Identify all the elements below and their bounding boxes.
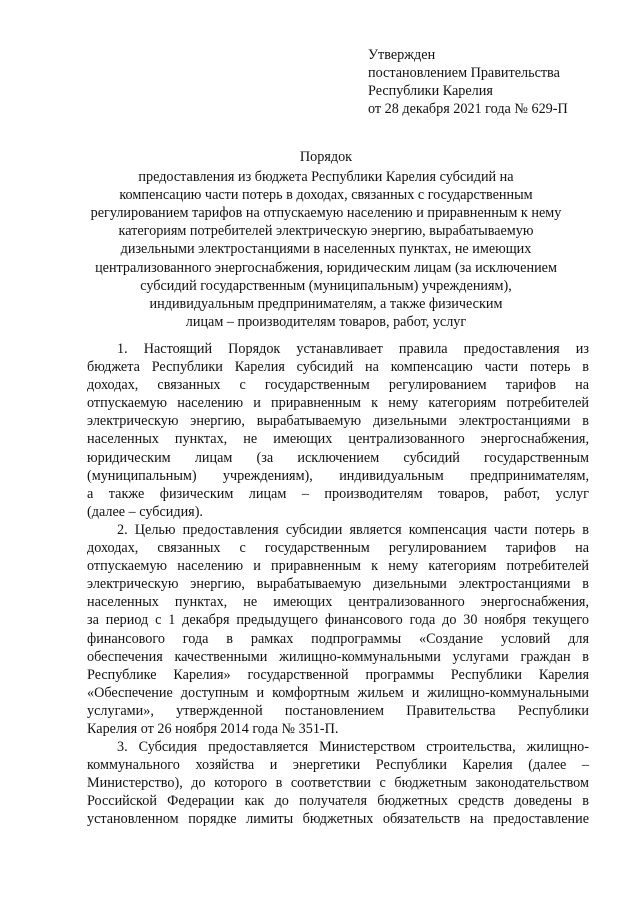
- document-title: [62, 148, 590, 331]
- paragraph-line: 2. Целью предоставления субсидии является компенсация части потерь в: [117, 521, 589, 538]
- title-line: лицам – производителям товаров, работ, услуг: [185, 313, 467, 330]
- title-heading: Порядок: [299, 149, 353, 165]
- paragraph-line: финансового года в рамках подпрограммы «Создание условий для: [87, 630, 589, 647]
- paragraph-line: доходах, связанных с государственным регулированием тарифов на: [87, 377, 589, 394]
- title-line: компенсацию части потерь в доходах, связанных с государственным: [119, 187, 533, 204]
- paragraph-1: [87, 340, 589, 521]
- paragraph-line: электрическую энергию, вырабатываемую дизельными электростанциями в: [87, 413, 589, 430]
- paragraph-line: юридическим лицам (за исключением субсидий государственным: [87, 449, 589, 466]
- title-line: предоставления из бюджета Республики Карелия субсидий на: [138, 169, 514, 186]
- paragraph-line: отпускаемую населению и приравненным к нему категориям потребителей: [87, 558, 589, 575]
- paragraph-line: (далее – субсидия).: [87, 503, 203, 520]
- title-line: индивидуальным предпринимателям, а также физическим: [149, 295, 503, 312]
- paragraph-line: населенных пунктах, не имеющих централизованного энергоснабжения,: [87, 594, 589, 611]
- title-line: категориям потребителей электрическую энергию, вырабатываемую: [118, 223, 534, 240]
- paragraph-line: установленном порядке лимиты бюджетных обязательств на предоставление: [87, 811, 589, 828]
- paragraph-line: «Обеспечение доступным и комфортным жильем и жилищно-коммунальными: [87, 684, 589, 701]
- paragraph-line: обеспечения качественными жилищно-коммунальными услугами граждан в: [87, 648, 589, 665]
- paragraph-line: бюджета Республики Карелия субсидий на компенсацию части потерь в: [87, 359, 589, 376]
- paragraph-line: Российской Федерации как до получателя бюджетных средств доведены в: [87, 793, 589, 810]
- paragraph-line: 3. Субсидия предоставляется Министерством строительства, жилищно-: [117, 739, 589, 756]
- paragraph-line: за период с 1 декабря предыдущего финансового года до 30 ноября текущего: [87, 612, 589, 629]
- paragraph-line: а также физическим лицам – производителям товаров, работ, услуг: [87, 485, 589, 502]
- paragraph-line: доходах, связанных с государственным регулированием тарифов на: [87, 540, 589, 557]
- approval-stamp: [368, 46, 568, 118]
- paragraph-line: 1. Настоящий Порядок устанавливает правила предоставления из: [117, 341, 589, 357]
- paragraph-3: [87, 738, 589, 828]
- title-line: дизельными электростанциями в населенных пунктах, не имеющих: [120, 241, 532, 258]
- paragraph-line: коммунального хозяйства и энергетики Республики Карелия (далее –: [87, 757, 589, 774]
- paragraph-line: услугами», утвержденной постановлением Правительства Республики: [87, 702, 589, 719]
- paragraph-line: населенных пунктах, не имеющих централизованного энергоснабжения,: [87, 431, 589, 448]
- approval-line: Республики Карелия: [368, 83, 493, 99]
- approval-line: Утвержден: [368, 47, 436, 63]
- approval-line: постановлением Правительства: [368, 65, 560, 81]
- title-line: регулированием тарифов на отпускаемую населению и приравненным к нему: [90, 205, 562, 222]
- title-line: централизованного энергоснабжения, юридическим лицам (за исключением: [95, 259, 557, 276]
- paragraph-line: Карелия от 26 ноября 2014 года № 351-П.: [87, 720, 339, 737]
- paragraph-line: (муниципальным) учреждениям), индивидуальным предпринимателям,: [87, 467, 589, 484]
- paragraph-line: электрическую энергию, вырабатываемую дизельными электростанциями в: [87, 576, 589, 593]
- paragraph-2: [87, 521, 589, 738]
- title-line: субсидий государственным (муниципальным) учреждениям),: [140, 277, 512, 294]
- paragraph-line: отпускаемую населению и приравненным к нему категориям потребителей: [87, 395, 589, 412]
- document-body: [87, 340, 589, 829]
- approval-line: от 28 декабря 2021 года № 629-П: [368, 101, 568, 117]
- paragraph-line: Министерство), до которого в соответствии с бюджетным законодательством: [87, 775, 589, 792]
- paragraph-line: Республике Карелия» государственной программы Республики Карелия: [87, 666, 589, 683]
